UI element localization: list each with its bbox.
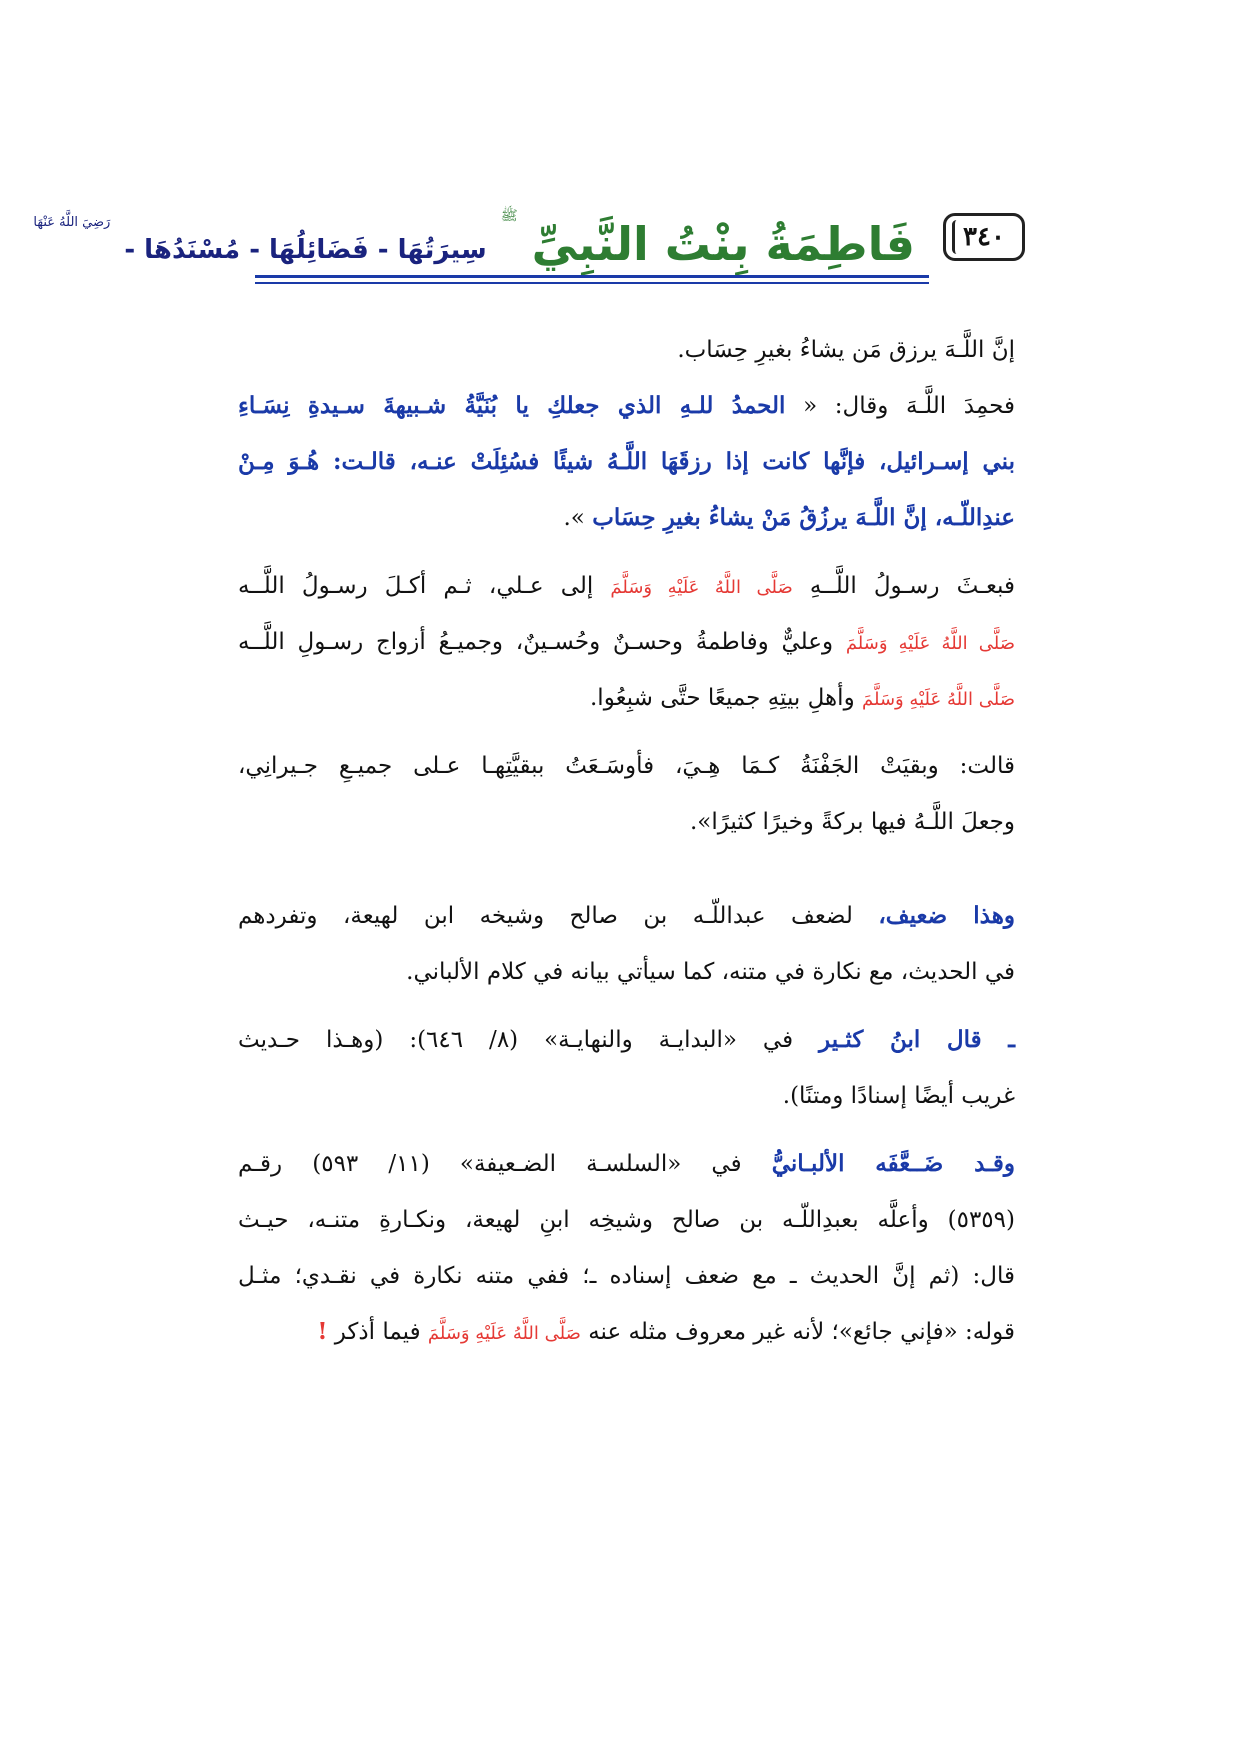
text-plain: في «البدايـة والنهايـة» (٨/ ٦٤٦): (وهـذا حـديث xyxy=(238,1027,794,1053)
quote-text: الحمدُ للـهِ الذي جعلكِ يا بُنَيَّةُ شـبيهةَ سـيدةِ نِسَـاءِ xyxy=(238,392,786,419)
page-number: ٣٤٠ xyxy=(943,213,1025,261)
book-title xyxy=(33,205,915,271)
text-line-3: بني إسـرائيل، فإنَّها كانت إذا رزقَهَا اللَّـهُ شيئًا فسُئِلَتْ عنـه، قالـت: هُـوَ مِـنْ xyxy=(238,448,1015,475)
text-line-16: قال: (ثم إنَّ الحديث ـ مع ضعف إسناده ـ؛ ففي متنه نكارة في نقـدي؛ مثـل xyxy=(238,1263,1015,1289)
book-title-main: فَاطِمَةُ بِنْتُ النَّبِيِّ xyxy=(531,217,915,271)
text-line-9: وجعلَ اللَّـهُ فيها بركةً وخيرًا كثيرًا». xyxy=(689,809,1015,835)
text-plain: إلى عـلي، ثـم أكـلَ رسـولُ اللَّــه xyxy=(238,573,594,599)
text-plain: وأهلِ بيتِهِ جميعًا حتَّى شبِعُوا. xyxy=(590,685,855,711)
honorific-phrase: صَلَّى اللَّهُ عَلَيْهِ وَسَلَّمَ xyxy=(845,633,1016,654)
honorific-phrase: صَلَّى اللَّهُ عَلَيْهِ وَسَلَّمَ xyxy=(427,1323,581,1344)
text-plain: فيما أذكر xyxy=(334,1319,421,1345)
subtitle-honorific: رَضِيَ اللَّهُ عَنْهَا xyxy=(33,215,111,230)
text-plain: قوله: «فإني جائع»؛ لأنه غير معروف مثله عنه xyxy=(588,1319,1015,1345)
exclamation-mark: ! xyxy=(317,1318,328,1345)
text-line-2 xyxy=(238,386,1015,426)
text-plain: فبعـثَ رسـولُ اللَّــهِ xyxy=(809,573,1015,599)
quote-close: ». xyxy=(563,505,585,531)
text-plain: في «السلسـة الضـعيفة» (١١/ ٥٩٣) رقـم xyxy=(238,1151,742,1177)
header-rule xyxy=(255,275,929,278)
honorific-phrase: صَلَّى اللَّهُ عَلَيْهِ وَسَلَّمَ xyxy=(862,689,1015,710)
text-line-10 xyxy=(238,896,1015,936)
text-line-15: (٥٣٥٩) وأعلَّه بعبدِاللّـه بن صالح وشيخِه ابنِ لهيعة، ونكـارةِ متنـه، حيـث xyxy=(238,1207,1015,1233)
page-header xyxy=(33,205,1025,290)
text-line-11: في الحديث، مع نكارة في متنه، كما سيأتي بيانه في كلام الألباني. xyxy=(406,959,1015,985)
text-line-5 xyxy=(238,566,1015,606)
header-rule-secondary xyxy=(255,282,929,284)
text-plain: فحمِدَ اللَّـهَ وقال: « xyxy=(803,393,1015,419)
text-line-6 xyxy=(238,622,1015,662)
text-plain: وعليٌّ وفاطمةُ وحسـنٌ وحُسـينٌ، وجميـعُ أزواج رسـولِ اللَّــه xyxy=(238,629,834,655)
text-line-4 xyxy=(564,498,1016,538)
scholar-name: ـ قال ابنُ كثـير xyxy=(819,1026,1015,1053)
text-line-7 xyxy=(590,678,1015,718)
text-line-13: غريب أيضًا إسنادًا ومتنًا). xyxy=(782,1083,1015,1109)
text-line-17 xyxy=(317,1312,1015,1352)
text-line-14 xyxy=(238,1144,1015,1184)
scholar-name: وقـد ضَــعَّفَه الألبـانيُّ xyxy=(771,1150,1016,1177)
text-line-12 xyxy=(238,1020,1015,1060)
book-subtitle: سِيرَتُهَا - فَضَائِلُهَا - مُسْنَدُهَا - xyxy=(124,235,487,265)
verdict-label: وهذا ضعيف، xyxy=(878,902,1015,929)
honorific-phrase: صَلَّى اللَّهُ عَلَيْهِ وَسَلَّمَ xyxy=(610,577,793,598)
text-line-8: قالت: وبقيَتْ الجَفْنَةُ كـمَا هِـيَ، فأوسَـعَتُ ببقيَّتِهـا عـلى جميـعِ جـيرانِي، xyxy=(238,753,1015,779)
text-plain: لضعف عبداللّـه بن صالح وشيخه ابن لهيعة، وتفردهم xyxy=(238,903,853,929)
title-honorific: ﷺ xyxy=(500,208,518,224)
quote-text: عندِاللّـه، إنَّ اللَّـهَ يرزُقُ مَنْ يشاءُ بغيرِ حِسَاب xyxy=(592,504,1015,531)
text-line-1: إنَّ اللَّـهَ يرزق مَن يشاءُ بغيرِ حِسَاب. xyxy=(677,337,1015,363)
